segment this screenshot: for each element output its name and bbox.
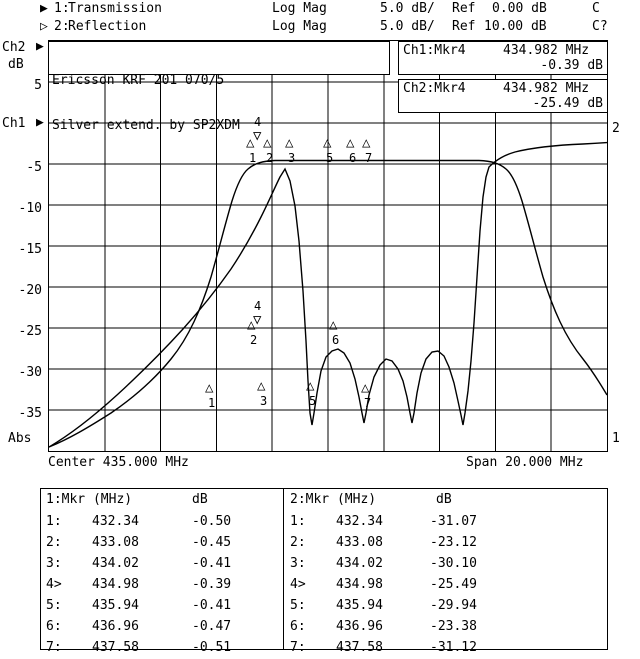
ch2-readout-box [398, 79, 608, 113]
ch1-marker-label: 1: [54, 1, 70, 16]
ch2-ref-value: 10.00 dB [484, 19, 547, 34]
ch2-readout-label: Ch2:Mkr4 [403, 81, 466, 96]
marker-table-divider [283, 488, 284, 650]
ch1-row1-freq: 432.34 [92, 514, 139, 529]
marker-4-reflection-label: 4 [254, 299, 262, 313]
ch1-row7-id[interactable]: 7: [46, 640, 62, 655]
ch2-port-label: C? [592, 19, 608, 34]
marker-1-reflection-triangle-icon[interactable]: △ [205, 380, 214, 396]
ch1-trace-label: Transmission [68, 1, 162, 16]
ch2-row2-value: -23.12 [430, 535, 477, 550]
ch2-trace-label: Reflection [68, 19, 147, 34]
marker-3-reflection-label: 3 [260, 394, 268, 408]
ch2-axis-unit: dB [8, 57, 24, 72]
marker-7-reflection-triangle-icon[interactable]: △ [361, 380, 370, 396]
ch2-ref-label: Ref [452, 19, 476, 34]
ch2-row1-value: -31.07 [430, 514, 477, 529]
marker-2-reflection-label: 2 [250, 333, 258, 347]
ch2-row5-id[interactable]: 5: [290, 598, 306, 613]
y-tick-5: 5 [34, 78, 42, 93]
marker-5-reflection-triangle-icon[interactable]: △ [306, 378, 315, 394]
ch2-axis-arrow-icon: ▶ [36, 39, 44, 54]
marker-4-reflection-triangle-icon[interactable]: ▽ [253, 312, 262, 328]
marker-2-transmission-label: 2 [266, 151, 274, 165]
ch2-row4-value: -25.49 [430, 577, 477, 592]
device-title-line1: Ericsson KRF 201 070/5 [52, 73, 225, 88]
marker-1-transmission-triangle-icon[interactable]: △ [246, 135, 255, 151]
ch2-row7-id[interactable]: 7: [290, 640, 306, 655]
ch2-axis-label: Ch2 [2, 40, 26, 55]
ch2-table-header-marker: 2:Mkr (MHz) [290, 492, 377, 507]
ch1-row5-value: -0.41 [192, 598, 232, 613]
ch1-row2-freq: 433.08 [92, 535, 139, 550]
ch1-active-arrow-icon: ▶ [40, 1, 48, 16]
ch1-axis-arrow-icon: ▶ [36, 115, 44, 130]
ch1-row6-id[interactable]: 6: [46, 619, 62, 634]
ch1-row6-value: -0.47 [192, 619, 232, 634]
ch2-readout-freq: 434.982 MHz [503, 81, 590, 96]
y-tick-minus5: -5 [26, 160, 42, 175]
ch1-readout-value: -0.39 dB [540, 58, 603, 73]
ch1-row2-id[interactable]: 2: [46, 535, 62, 550]
center-frequency-label: Center 435.000 MHz [48, 455, 189, 470]
ch1-readout-box [398, 41, 608, 75]
ch2-row1-id[interactable]: 1: [290, 514, 306, 529]
marker-3-reflection-triangle-icon[interactable]: △ [257, 378, 266, 394]
ch2-row4-id[interactable]: 4> [290, 577, 306, 592]
ch1-row3-value: -0.41 [192, 556, 232, 571]
marker-3-transmission-label: 3 [288, 151, 296, 165]
y-tick-minus30: -30 [18, 365, 42, 380]
device-title-box [48, 41, 390, 133]
ch1-row4-freq: 434.98 [92, 577, 139, 592]
marker-6-transmission-triangle-icon[interactable]: △ [346, 135, 355, 151]
ch2-row4-freq: 434.98 [336, 577, 383, 592]
y-tick-minus20: -20 [18, 283, 42, 298]
marker-5-transmission-triangle-icon[interactable]: △ [323, 135, 332, 151]
marker-2-reflection-triangle-icon[interactable]: △ [247, 317, 256, 333]
y-tick-minus35: -35 [18, 406, 42, 421]
ch1-row6-freq: 436.96 [92, 619, 139, 634]
ch1-format-label: Log Mag [272, 1, 327, 16]
marker-6-reflection-triangle-icon[interactable]: △ [329, 317, 338, 333]
ch1-row7-value: -0.51 [192, 640, 232, 655]
ch1-scale-label: 5.0 dB/ [380, 1, 435, 16]
span-label: Span 20.000 MHz [466, 455, 584, 470]
ch2-row2-id[interactable]: 2: [290, 535, 306, 550]
ch1-row2-value: -0.45 [192, 535, 232, 550]
ch1-row3-freq: 434.02 [92, 556, 139, 571]
y-tick-minus10: -10 [18, 201, 42, 216]
ch2-row7-value: -31.12 [430, 640, 477, 655]
y-tick-minus25: -25 [18, 324, 42, 339]
ch1-row1-id[interactable]: 1: [46, 514, 62, 529]
ch2-readout-value: -25.49 dB [532, 96, 603, 111]
ch2-row1-freq: 432.34 [336, 514, 383, 529]
ch1-row4-id[interactable]: 4> [46, 577, 62, 592]
trace1-right-label: 1 [612, 431, 620, 446]
ch1-row7-freq: 437.58 [92, 640, 139, 655]
ch2-scale-label: 5.0 dB/ [380, 19, 435, 34]
marker-5-transmission-label: 5 [326, 151, 334, 165]
ch2-row3-freq: 434.02 [336, 556, 383, 571]
ch2-row2-freq: 433.08 [336, 535, 383, 550]
marker-7-reflection-label: 7 [364, 396, 372, 410]
y-tick-minus15: -15 [18, 242, 42, 257]
marker-6-reflection-label: 6 [332, 333, 340, 347]
ch2-row5-freq: 435.94 [336, 598, 383, 613]
ch2-row7-freq: 437.58 [336, 640, 383, 655]
ch1-readout-label: Ch1:Mkr4 [403, 43, 466, 58]
marker-4-transmission-triangle-icon[interactable]: ▽ [253, 128, 262, 144]
ch1-row5-freq: 435.94 [92, 598, 139, 613]
marker-3-transmission-triangle-icon[interactable]: △ [285, 135, 294, 151]
marker-1-reflection-label: 1 [208, 396, 216, 410]
marker-7-transmission-label: 7 [365, 151, 373, 165]
marker-1-transmission-label: 1 [249, 151, 257, 165]
ch1-ref-value: 0.00 dB [492, 1, 547, 16]
ch2-active-arrow-icon: ▷ [40, 19, 48, 34]
marker-2-transmission-triangle-icon[interactable]: △ [263, 135, 272, 151]
ch1-axis-label: Ch1 [2, 116, 26, 131]
marker-7-transmission-triangle-icon[interactable]: △ [362, 135, 371, 151]
marker-6-transmission-label: 6 [349, 151, 357, 165]
ch1-table-header-value: dB [192, 492, 208, 507]
ch2-row6-value: -23.38 [430, 619, 477, 634]
ch1-readout-freq: 434.982 MHz [503, 43, 590, 58]
device-title-line2: Silver extend. by SP2XDM [52, 118, 240, 133]
ch2-row6-freq: 436.96 [336, 619, 383, 634]
ch1-port-label: C [592, 1, 600, 16]
ch1-row3-id[interactable]: 3: [46, 556, 62, 571]
marker-4-transmission-label: 4 [254, 115, 262, 129]
trace2-right-label: 2 [612, 121, 620, 136]
ch1-row4-value: -0.39 [192, 577, 232, 592]
marker-5-reflection-label: 5 [309, 394, 317, 408]
ch2-row5-value: -29.94 [430, 598, 477, 613]
ch2-row3-value: -30.10 [430, 556, 477, 571]
abs-label: Abs [8, 431, 32, 446]
ch2-row3-id[interactable]: 3: [290, 556, 306, 571]
ch1-table-header-marker: 1:Mkr (MHz) [46, 492, 133, 507]
ch1-row5-id[interactable]: 5: [46, 598, 62, 613]
ch2-row6-id[interactable]: 6: [290, 619, 306, 634]
ch1-row1-value: -0.50 [192, 514, 232, 529]
ch2-format-label: Log Mag [272, 19, 327, 34]
ch1-ref-label: Ref [452, 1, 476, 16]
ch2-marker-label: 2: [54, 19, 70, 34]
ch2-table-header-value: dB [436, 492, 452, 507]
